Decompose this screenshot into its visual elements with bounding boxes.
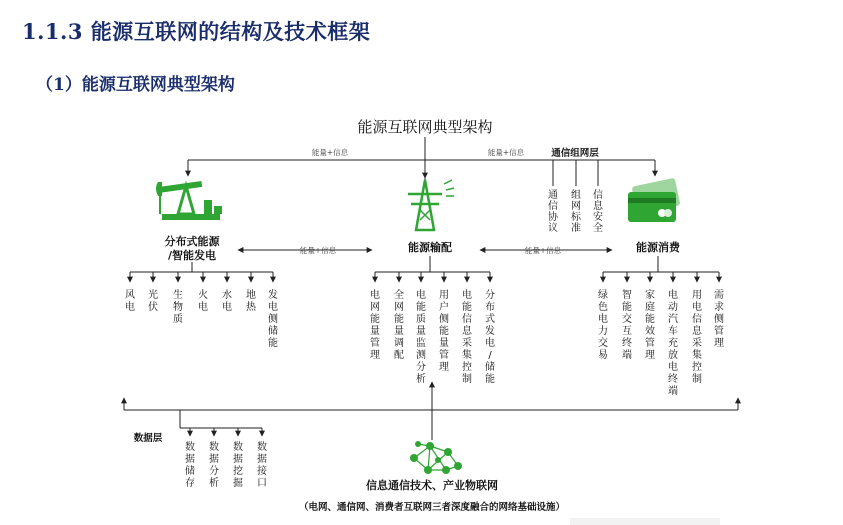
consumption-item: 绿色电力交易 xyxy=(598,290,608,361)
infra-title: 信息通信技术、产业物联网 xyxy=(366,479,498,492)
transmission-item: 全网能量调配 xyxy=(394,290,404,361)
top-connectors xyxy=(188,137,655,186)
comm-item: 通信协议 xyxy=(548,190,558,234)
comm-item: 信息安全 xyxy=(593,190,603,234)
node-generation-line2: /智能发电 xyxy=(167,249,217,262)
node-generation-line1: 分布式能源 xyxy=(164,235,220,248)
transmission-item: 分布式发电/储能 xyxy=(485,290,495,385)
flow-label-mid-right: 能量+信息 xyxy=(524,246,562,255)
data-layer-label: 数据层 xyxy=(133,433,163,444)
generation-item: 光伏 xyxy=(148,290,158,313)
flow-label-top-right: 能量+信息 xyxy=(487,148,525,157)
node-consumption: 能源消费 xyxy=(636,241,680,254)
generation-item: 发电侧储能 xyxy=(268,290,278,349)
generation-item: 地热 xyxy=(246,290,256,313)
data-layer-connectors xyxy=(124,382,738,440)
consumption-item: 家庭能效管理 xyxy=(645,290,655,361)
comm-layer-label: 通信组网层 xyxy=(551,148,599,159)
generation-item: 生物质 xyxy=(173,290,183,325)
transmission-item: 用户侧能量管理 xyxy=(439,290,449,373)
section-subheading: （1）能源互联网典型架构 xyxy=(36,75,235,95)
flow-label-top-left: 能量+信息 xyxy=(311,148,349,157)
payment-card-icon xyxy=(628,178,680,222)
comm-item: 组网标准 xyxy=(571,190,581,234)
transmission-tower-icon xyxy=(408,180,454,230)
generation-item: 风电 xyxy=(125,290,135,313)
consumption-item: 电动汽车充放电终端 xyxy=(668,290,678,397)
page-heading: 1.1.3 能源互联网的结构及技术框架 xyxy=(22,19,371,44)
transmission-item: 电能质量监测分析 xyxy=(416,290,426,385)
flow-label-mid-left: 能量+信息 xyxy=(299,246,337,255)
data-item: 数据挖掘 xyxy=(233,442,243,489)
infra-subtitle: （电网、通信网、消费者互联网三者深度融合的网络基础设施） xyxy=(298,502,566,513)
data-items xyxy=(185,428,267,489)
generation-item: 火电 xyxy=(198,290,208,313)
data-item: 数据储存 xyxy=(185,442,195,489)
transmission-item: 电能信息采集控制 xyxy=(462,290,472,385)
consumption-item: 用电信息采集控制 xyxy=(692,290,702,385)
diagram-title: 能源互联网典型架构 xyxy=(357,118,493,136)
generation-item: 水电 xyxy=(222,290,232,313)
consumption-item: 需求侧管理 xyxy=(714,290,724,349)
bottom-edge-strip xyxy=(570,518,720,525)
transmission-branches xyxy=(370,256,495,385)
consumption-branches xyxy=(598,256,724,397)
pump-jack-icon xyxy=(156,181,222,220)
data-item: 数据分析 xyxy=(209,442,219,489)
consumption-item: 智能交互终端 xyxy=(622,290,632,361)
generation-branches xyxy=(125,262,278,349)
comm-items xyxy=(548,188,604,234)
node-transmission: 能源输配 xyxy=(408,241,452,254)
transmission-item: 电网能量管理 xyxy=(370,290,380,361)
data-item: 数据接口 xyxy=(257,442,267,489)
network-icon xyxy=(410,441,462,474)
